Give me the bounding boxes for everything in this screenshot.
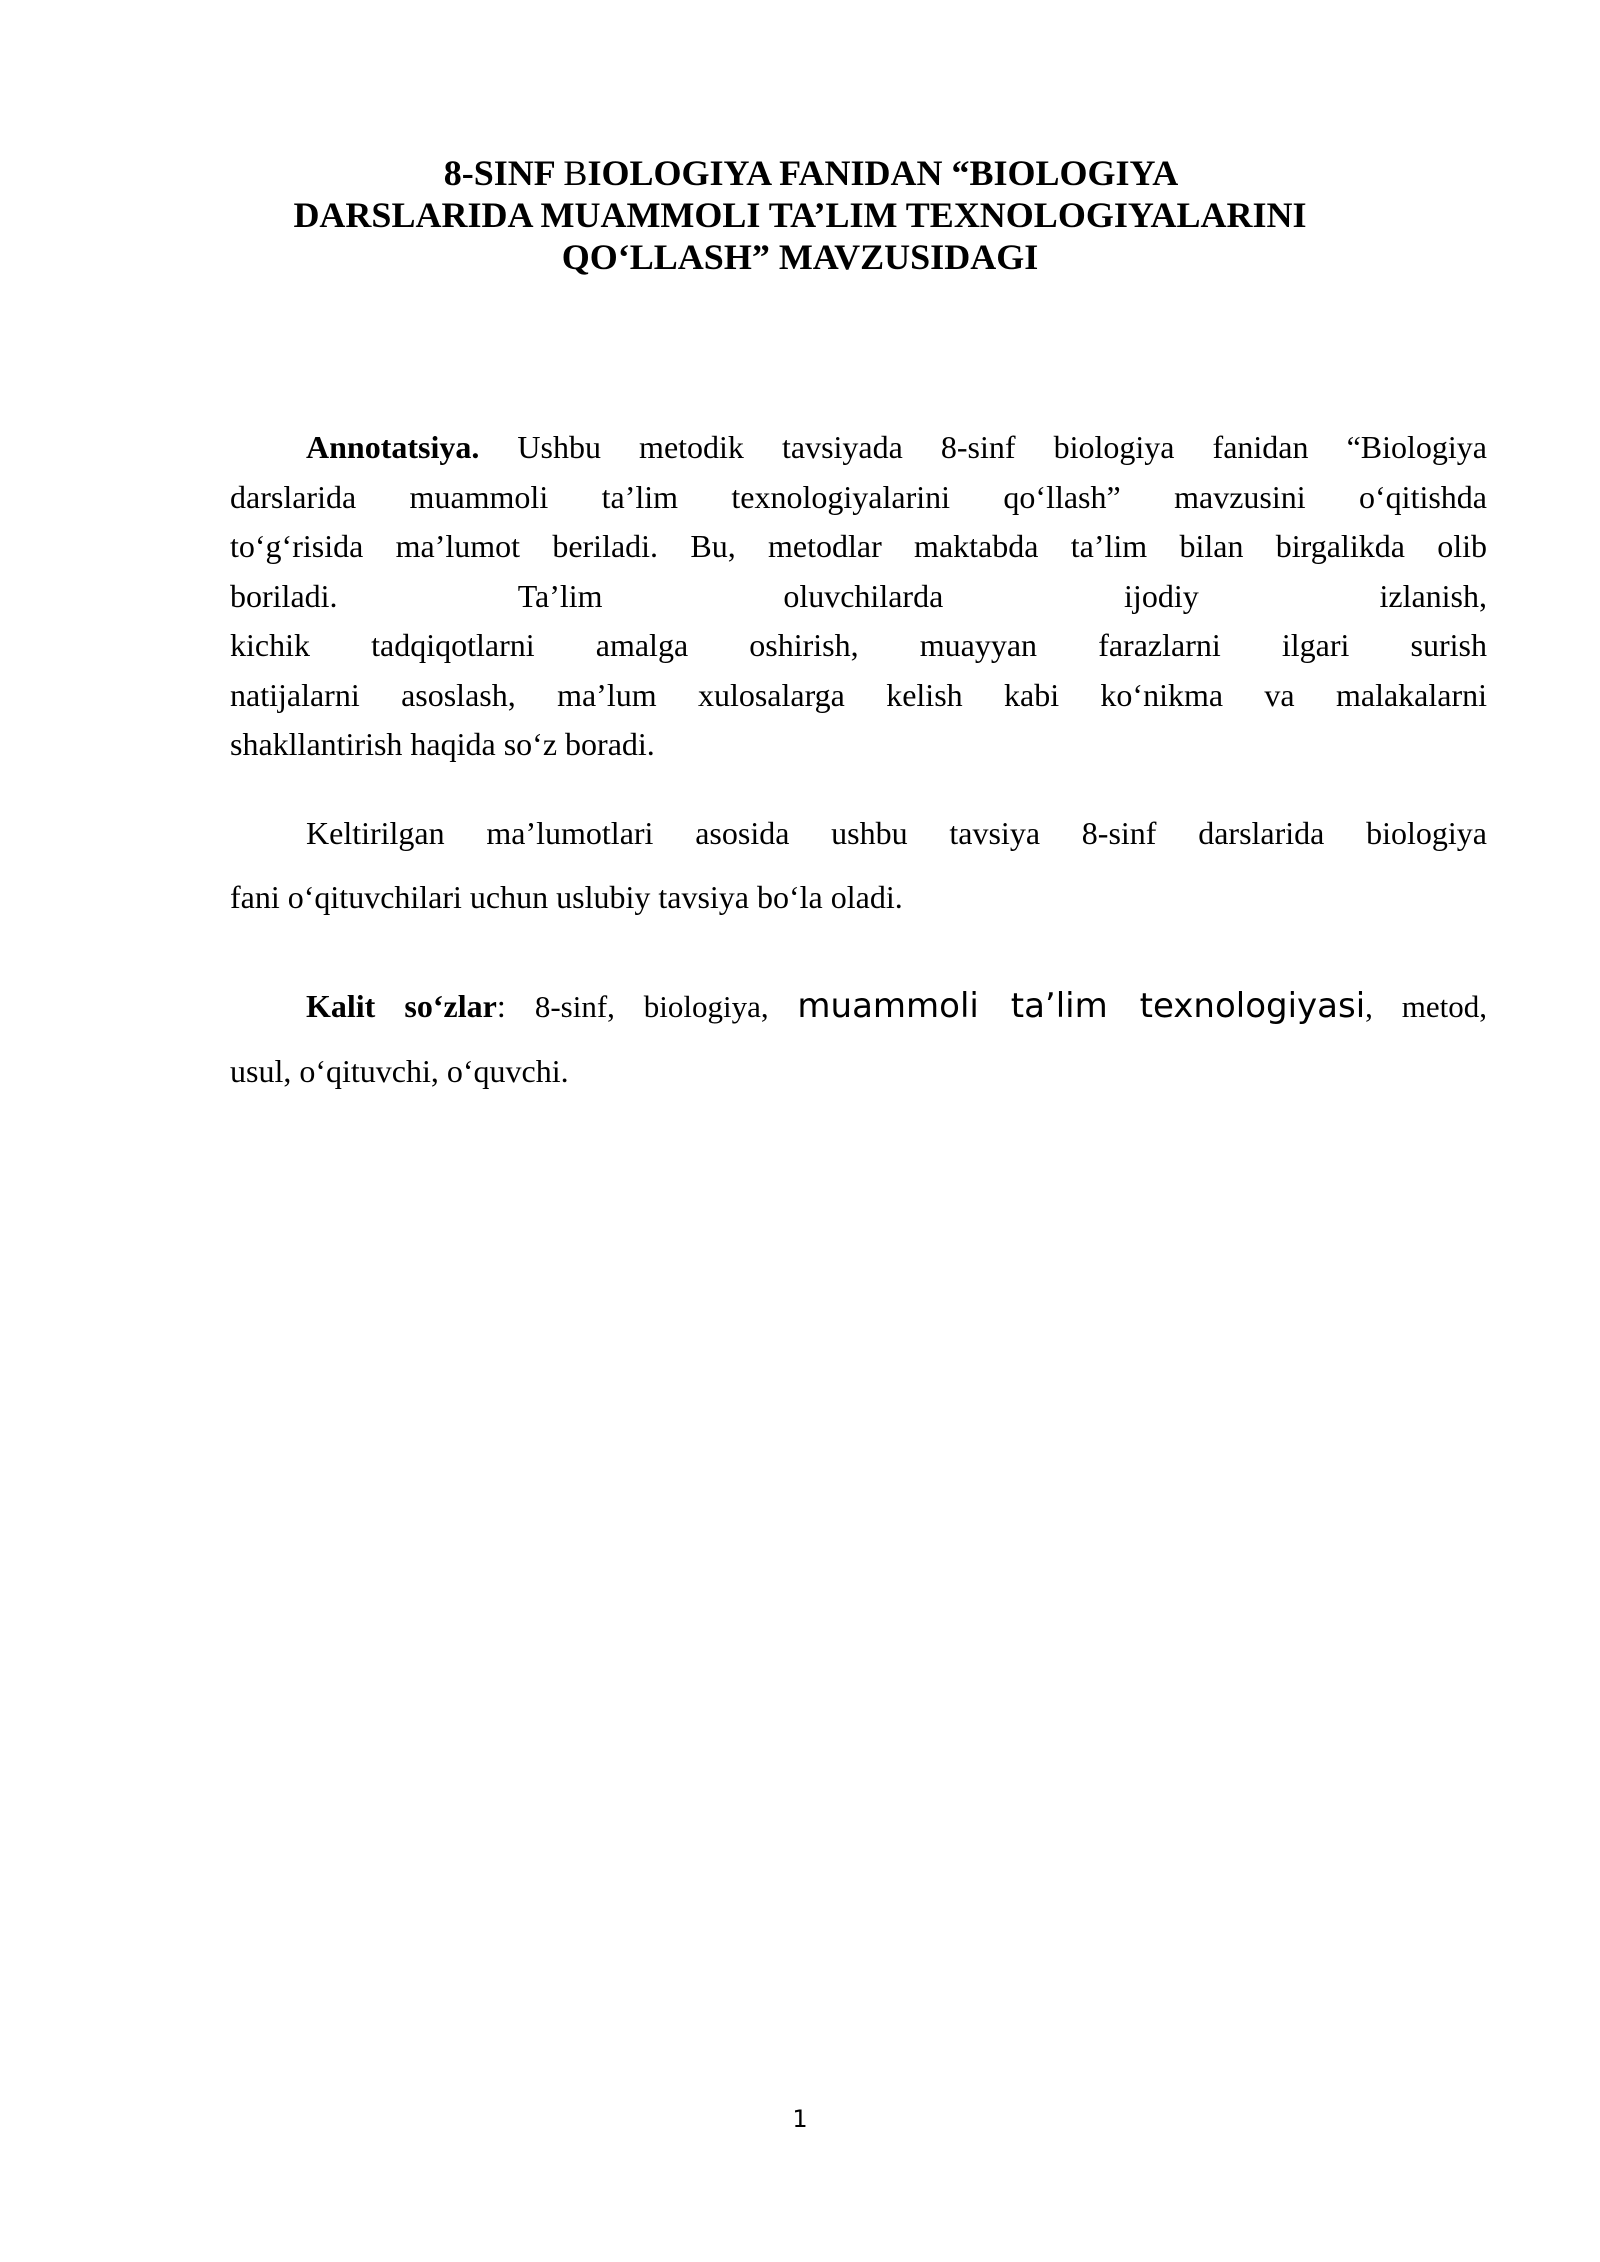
annotation-line-6: natijalarni asoslash, ma’lum xulosalarga kelish kabi ko‘nikma va malakalarni xyxy=(230,676,1487,713)
keywords-paragraph xyxy=(230,974,1487,1103)
keywords-line-1: Kalit so‘zlar: 8-sinf, biologiya, muammoli ta’lim texnologiyasi, metod, xyxy=(306,986,1487,1026)
annotation-label: Annotatsiya. xyxy=(306,429,480,465)
annotation-line-2: darslarida muammoli ta’lim texnologiyalarini qo‘llash” mavzusini o‘qitishda xyxy=(230,478,1487,515)
annotation-line-1: Annotatsiya. Ushbu metodik tavsiyada 8-sinf biologiya fanidan “Biologiya xyxy=(306,429,1487,465)
keywords-label: Kalit so‘zlar xyxy=(306,988,497,1024)
title-line-3: QO‘LLASH” MAVZUSIDAGI xyxy=(561,237,1039,277)
document-title xyxy=(200,152,1400,278)
keltirilgan-line-1: Keltirilgan ma’lumotlari asosida ushbu tavsiya 8-sinf darslarida biologiya xyxy=(306,815,1487,851)
keywords-line-2: usul, o‘qituvchi, o‘quvchi. xyxy=(230,1053,569,1089)
annotation-line-4: boriladi. Ta’lim oluvchilarda ijodiy izlanish, xyxy=(230,577,1487,614)
keltirilgan-paragraph xyxy=(230,801,1487,929)
annotation-line-5: kichik tadqiqotlarni amalga oshirish, muayyan farazlarni ilgari surish xyxy=(230,627,1487,663)
keltirilgan-line-2: fani o‘qituvchilari uchun uslubiy tavsiya bo‘la oladi. xyxy=(230,879,903,915)
annotation-line-7: shakllantirish haqida so‘z boradi. xyxy=(230,726,655,762)
annotation-line-3: to‘g‘risida ma’lumot beriladi. Bu, metodlar maktabda ta’lim bilan birgalikda olib xyxy=(230,528,1487,564)
title-line-1: 8-SINF BIOLOGIYA FANIDAN “BIOLOGIYA xyxy=(443,153,1179,193)
page-number: 1 xyxy=(792,2105,808,2133)
title-line-2: DARSLARIDA MUAMMOLI TA’LIM TEXNOLOGIYALARINI xyxy=(293,195,1307,235)
annotation-paragraph xyxy=(230,423,1487,770)
